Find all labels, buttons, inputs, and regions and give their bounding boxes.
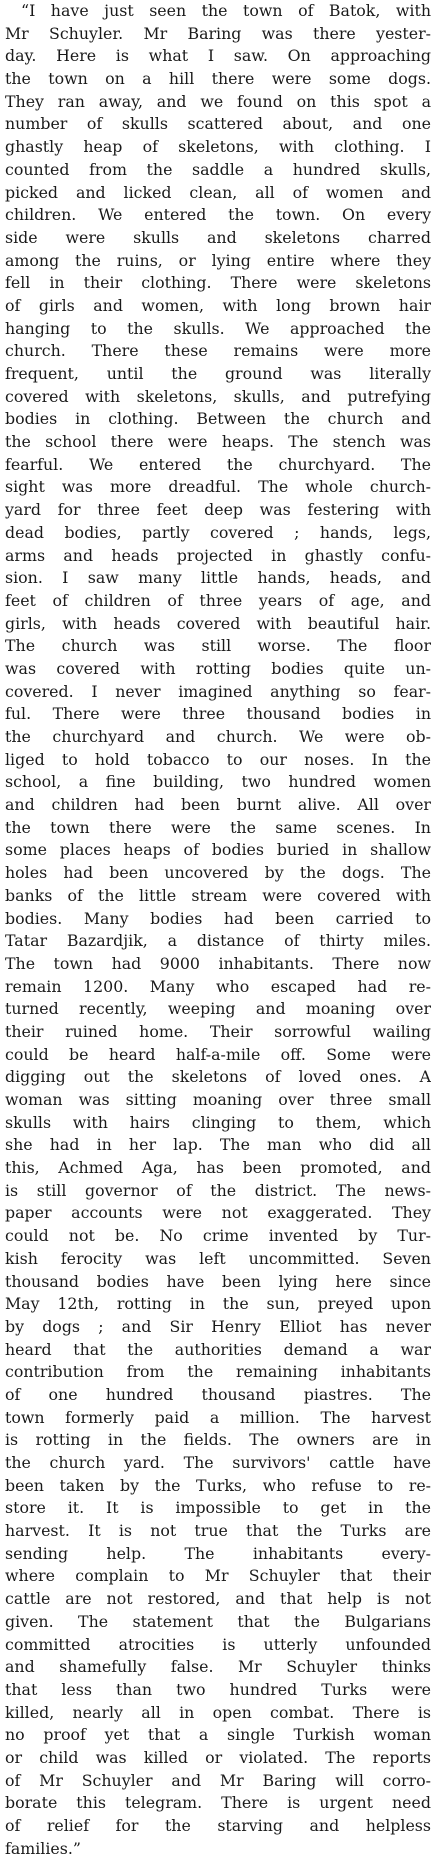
text-line: borate this telegram. There is urgent need [5, 1793, 431, 1813]
text-line: sion. I saw many little hands, heads, and [5, 568, 431, 588]
text-line: some places heaps of bodies buried in shallow [5, 840, 431, 860]
text-line: kish ferocity was left uncommitted. Seven [5, 1248, 431, 1268]
text-line: the churchyard and church. We were ob- [5, 727, 431, 746]
telegram-paragraph [5, 0, 431, 1860]
text-line: turned recently, weeping and moaning over [5, 999, 431, 1019]
text-line: could be heard half-a-mile off. Some were [5, 1044, 431, 1064]
text-line: bodies in clothing. Between the church and [5, 409, 431, 429]
text-line: contribution from the remaining inhabitants [5, 1362, 431, 1382]
text-line: or child was killed or violated. The reports [5, 1747, 431, 1767]
text-line: is still governor of the district. The news- [5, 1180, 431, 1200]
text-line: They ran away, and we found on this spot a [5, 91, 431, 111]
text-line: of relief for the starving and helpless [5, 1816, 431, 1835]
text-line: remain 1200. Many who escaped had re- [5, 976, 431, 996]
text-line: the town on a hill there were some dogs. [5, 69, 431, 89]
text-line: holes had been uncovered by the dogs. The [5, 863, 431, 883]
text-line: Mr Schuyler. Mr Baring was there yester- [5, 23, 431, 43]
text-line: store it. It is impossible to get in the [5, 1498, 431, 1518]
text-line: that less than two hundred Turks were [5, 1679, 431, 1699]
text-line: committed atrocities is utterly unfounded [5, 1634, 431, 1654]
text-line: the school there were heaps. The stench was [5, 432, 431, 452]
text-line: side were skulls and skeletons charred [5, 227, 431, 247]
text-line: digging out the skeletons of loved ones. A [5, 1067, 431, 1087]
text-line: liged to hold tobacco to our noses. In the [5, 749, 431, 769]
text-line: town formerly paid a million. The harvest [5, 1407, 431, 1427]
text-line: of girls and women, with long brown hair [5, 295, 431, 315]
text-line: is rotting in the fields. The owners are in [5, 1430, 431, 1450]
text-line: ghastly heap of skeletons, with clothing. I [5, 137, 431, 157]
text-line: given. The statement that the Bulgarians [5, 1611, 431, 1631]
text-line: ful. There were three thousand bodies in [5, 704, 431, 724]
text-line: among the ruins, or lying entire where they [5, 250, 431, 270]
text-line: girls, with heads covered with beautiful hair. [5, 613, 431, 633]
text-line: sight was more dreadful. The whole church- [5, 477, 431, 497]
text-line: was covered with rotting bodies quite un- [5, 658, 431, 678]
text-line: feet of children of three years of age, and [5, 590, 431, 610]
text-line: dead bodies, partly covered ; hands, legs, [5, 522, 431, 542]
text-line: cattle are not restored, and that help is not [5, 1589, 431, 1609]
text-line: paper accounts were not exaggerated. They [5, 1203, 431, 1223]
text-line: The church was still worse. The floor [5, 636, 431, 656]
text-line: harvest. It is not true that the Turks are [5, 1521, 431, 1541]
text-line: yard for three feet deep was festering with [5, 500, 431, 520]
text-line: woman was sitting moaning over three small [5, 1090, 431, 1109]
text-line: Tatar Bazardjik, a distance of thirty miles. [5, 931, 431, 951]
text-line: picked and licked clean, all of women and [5, 182, 431, 202]
text-line: where complain to Mr Schuyler that their [5, 1566, 431, 1586]
text-line: she had in her lap. The man who did all [5, 1135, 431, 1155]
text-line: The town had 9000 inhabitants. There now [5, 953, 431, 973]
text-line: their ruined home. Their sorrowful wailing [5, 1021, 431, 1041]
text-line: “I have just seen the town of Batok, with [21, 1, 431, 20]
text-line: could not be. No crime invented by Tur- [5, 1226, 431, 1246]
text-line: no proof yet that a single Turkish woman [5, 1725, 431, 1745]
text-line: children. We entered the town. On every [5, 205, 431, 225]
text-line: heard that the authorities demand a war [5, 1339, 431, 1359]
text-line: church. There these remains were more [5, 341, 431, 361]
text-line: fell in their clothing. There were skeletons [5, 273, 431, 293]
text-line: the church yard. The survivors' cattle have [5, 1453, 431, 1472]
text-line: and shamefully false. Mr Schuyler thinks [5, 1657, 431, 1677]
text-line: and children had been burnt alive. All over [5, 795, 431, 815]
text-line: banks of the little stream were covered with [5, 885, 431, 905]
text-line: hanging to the skulls. We approached the [5, 318, 431, 338]
text-line: May 12th, rotting in the sun, preyed upon [5, 1294, 431, 1314]
text-line: of one hundred thousand piastres. The [5, 1384, 431, 1404]
text-line: day. Here is what I saw. On approaching [5, 46, 431, 66]
text-line: fearful. We entered the churchyard. The [5, 454, 431, 474]
text-line: covered. I never imagined anything so fear- [5, 681, 431, 701]
text-line: by dogs ; and Sir Henry Elliot has never [5, 1316, 431, 1336]
text-line: families.” [5, 1838, 81, 1858]
text-line: this, Achmed Aga, has been promoted, and [5, 1158, 431, 1178]
text-line: number of skulls scattered about, and one [5, 114, 431, 134]
text-line: counted from the saddle a hundred skulls, [5, 159, 431, 179]
text-line: covered with skeletons, skulls, and putrefying [5, 386, 431, 406]
text-line: sending help. The inhabitants every- [5, 1543, 431, 1563]
text-line: arms and heads projected in ghastly confu- [5, 545, 431, 565]
text-line: killed, nearly all in open combat. There is [5, 1702, 431, 1722]
text-line: the town there were the same scenes. In [5, 817, 431, 837]
text-line: bodies. Many bodies had been carried to [5, 908, 431, 928]
text-line: thousand bodies have been lying here since [5, 1271, 431, 1291]
text-line: frequent, until the ground was literally [5, 364, 431, 383]
text-line: of Mr Schuyler and Mr Baring will corro- [5, 1770, 431, 1790]
text-line: skulls with hairs clinging to them, which [5, 1112, 431, 1132]
text-line: school, a fine building, two hundred women [5, 772, 431, 792]
text-line: been taken by the Turks, who refuse to re- [5, 1475, 431, 1495]
